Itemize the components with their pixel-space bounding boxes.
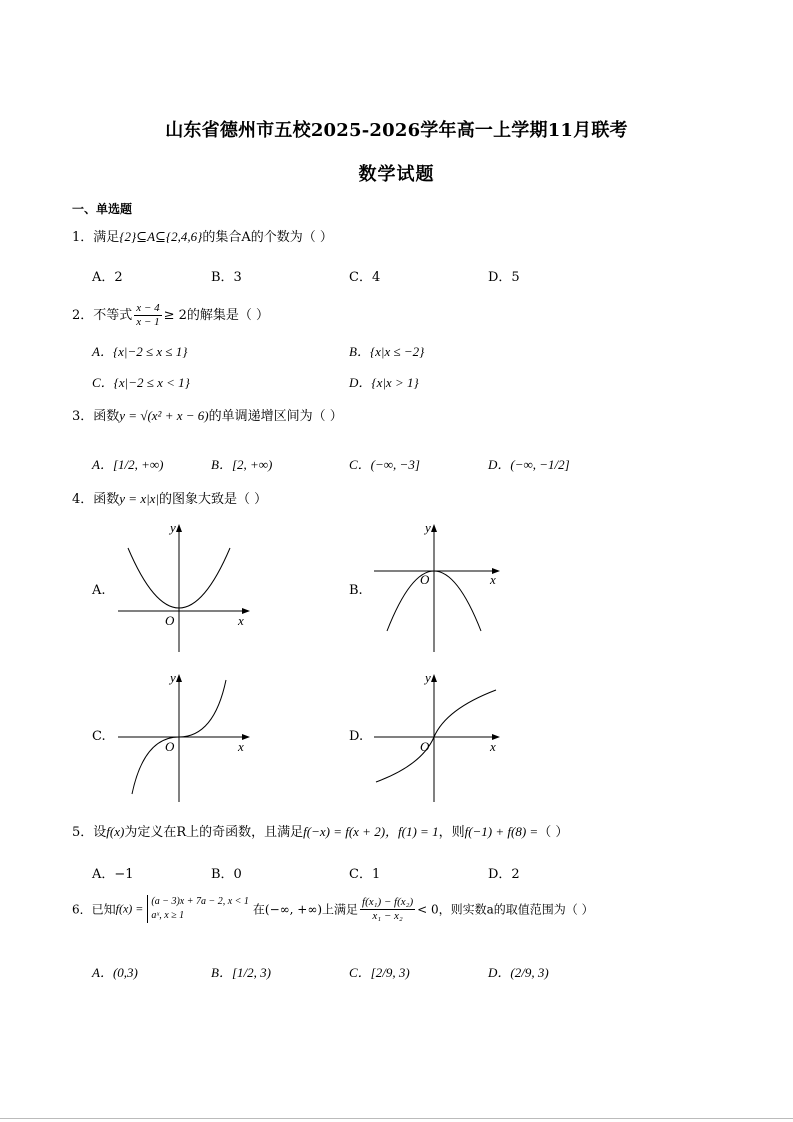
q3-option-c: C．(−∞, −3] xyxy=(349,457,420,472)
q2-suffix: ≥ 2的解集是（ ） xyxy=(163,308,270,323)
q6-piece-top: (a − 3)x + 7a − 2, x < 1 xyxy=(151,896,249,907)
q3-suffix: 的单调递增区间为（ ） xyxy=(208,409,343,424)
q3-prefix: 3．函数 xyxy=(72,409,120,424)
q4-graph-b xyxy=(370,520,505,655)
q4-graph-a xyxy=(110,520,255,655)
q5-option-d: D．2 xyxy=(488,867,520,882)
q1-option-d: D．5 xyxy=(488,270,520,285)
q6-option-c: C．[2/9, 3) xyxy=(349,965,410,980)
y-label: y xyxy=(170,670,176,685)
q6-suffix: < 0，则实数a的取值范围为（ ） xyxy=(417,902,594,917)
q6-frac-den: x₁ − x₂ xyxy=(372,909,403,922)
q3-option-a: A．[1/2, +∞) xyxy=(92,457,164,472)
q5-suffix: （ ） xyxy=(538,825,569,840)
y-axis-arrow xyxy=(176,674,182,682)
question-3-stem xyxy=(72,405,343,424)
q2-option-b: B．{x|x ≤ −2} xyxy=(349,344,425,359)
x-label: x xyxy=(490,572,496,587)
q2-prefix: 2．不等式 xyxy=(72,308,133,323)
q5-option-c: C．1 xyxy=(349,867,381,882)
q6-option-a: A．(0,3) xyxy=(92,965,138,980)
x-label: x xyxy=(238,739,244,754)
q2-option-c: C．{x|−2 ≤ x < 1} xyxy=(92,375,190,390)
q4-option-c-label: C. xyxy=(92,729,106,744)
q5-math-1: f(x) xyxy=(106,824,125,839)
q5-prefix: 5．设 xyxy=(72,825,107,840)
origin-label: O xyxy=(165,613,175,628)
y-label: y xyxy=(425,670,431,685)
q6-piece-bot: aˣ, x ≥ 1 xyxy=(151,910,185,921)
y-label: y xyxy=(425,520,431,535)
q6-piece-lhs: f(x) = xyxy=(115,901,144,916)
q5-option-a: A．−1 xyxy=(92,867,134,882)
q3-option-d: D．(−∞, −1/2] xyxy=(488,457,570,472)
q2-option-d: D．{x|x > 1} xyxy=(349,375,419,390)
y-label: y xyxy=(170,520,176,535)
q1-prefix: 1．满足 xyxy=(72,230,120,245)
q1-option-a: A．2 xyxy=(92,270,123,285)
q1-option-c: C．4 xyxy=(349,270,381,285)
q4-graph-c xyxy=(110,670,255,805)
q5-math-2: f(−x) = f(x + 2)，f(1) = 1 xyxy=(303,824,439,839)
q4-suffix: 的图象大致是（ ） xyxy=(159,492,268,507)
x-label: x xyxy=(238,613,244,628)
question-4-stem xyxy=(72,488,267,507)
x-label: x xyxy=(490,739,496,754)
q4-option-d-label: D. xyxy=(349,729,364,744)
y-axis-arrow xyxy=(176,524,182,532)
q4-math: y = x|x| xyxy=(119,491,160,506)
q1-option-b: B．3 xyxy=(211,270,242,285)
origin-label: O xyxy=(165,739,175,754)
exam-subtitle: 数学试题 xyxy=(358,164,435,185)
q4-option-a-label: A. xyxy=(92,583,106,598)
q5-math-3: f(−1) + f(8) = xyxy=(464,824,539,839)
origin-label: O xyxy=(420,739,430,754)
q1-math: {2}⊆A⊆{2,4,6} xyxy=(119,229,203,244)
curve xyxy=(376,690,496,782)
section-label: 一、单选题 xyxy=(72,202,133,216)
q2-option-a: A．{x|−2 ≤ x ≤ 1} xyxy=(92,344,188,359)
q6-option-b: B．[1/2, 3) xyxy=(211,965,271,980)
q3-option-b: B．[2, +∞) xyxy=(211,457,273,472)
q4-prefix: 4．函数 xyxy=(72,492,120,507)
q6-frac-num: f(x₁) − f(x₂) xyxy=(362,895,414,908)
q1-suffix: 的集合A的个数为（ ） xyxy=(202,230,333,245)
q4-graph-d xyxy=(370,670,505,805)
q6-prefix: 6．已知 xyxy=(72,902,116,917)
q2-fraction xyxy=(134,302,161,329)
question-1-stem xyxy=(72,226,333,245)
q2-frac-den: x − 1 xyxy=(136,316,160,328)
question-2-stem xyxy=(72,302,269,329)
q4-option-b-label: B. xyxy=(349,583,363,598)
exam-title: 山东省德州市五校2025-2026学年高一上学期11月联考 xyxy=(165,120,628,141)
q6-mid: 在(−∞, +∞)上满足 xyxy=(252,902,359,917)
y-axis-arrow xyxy=(431,674,437,682)
page-bottom-divider xyxy=(0,1118,793,1119)
q3-math: y = √(x² + x − 6) xyxy=(119,408,209,423)
y-axis-arrow xyxy=(431,524,437,532)
q5-mid: 为定义在R上的奇函数，且满足 xyxy=(124,825,304,840)
question-5-stem xyxy=(72,821,568,840)
q2-frac-num: x − 4 xyxy=(136,302,160,314)
q5-option-b: B．0 xyxy=(211,867,242,882)
q6-fraction xyxy=(360,896,415,923)
q6-piecewise xyxy=(147,895,249,923)
origin-label: O xyxy=(420,572,430,587)
q5-mid-2: ，则 xyxy=(438,825,465,840)
q6-option-d: D．(2/9, 3) xyxy=(488,965,549,980)
question-6-stem xyxy=(72,895,594,923)
